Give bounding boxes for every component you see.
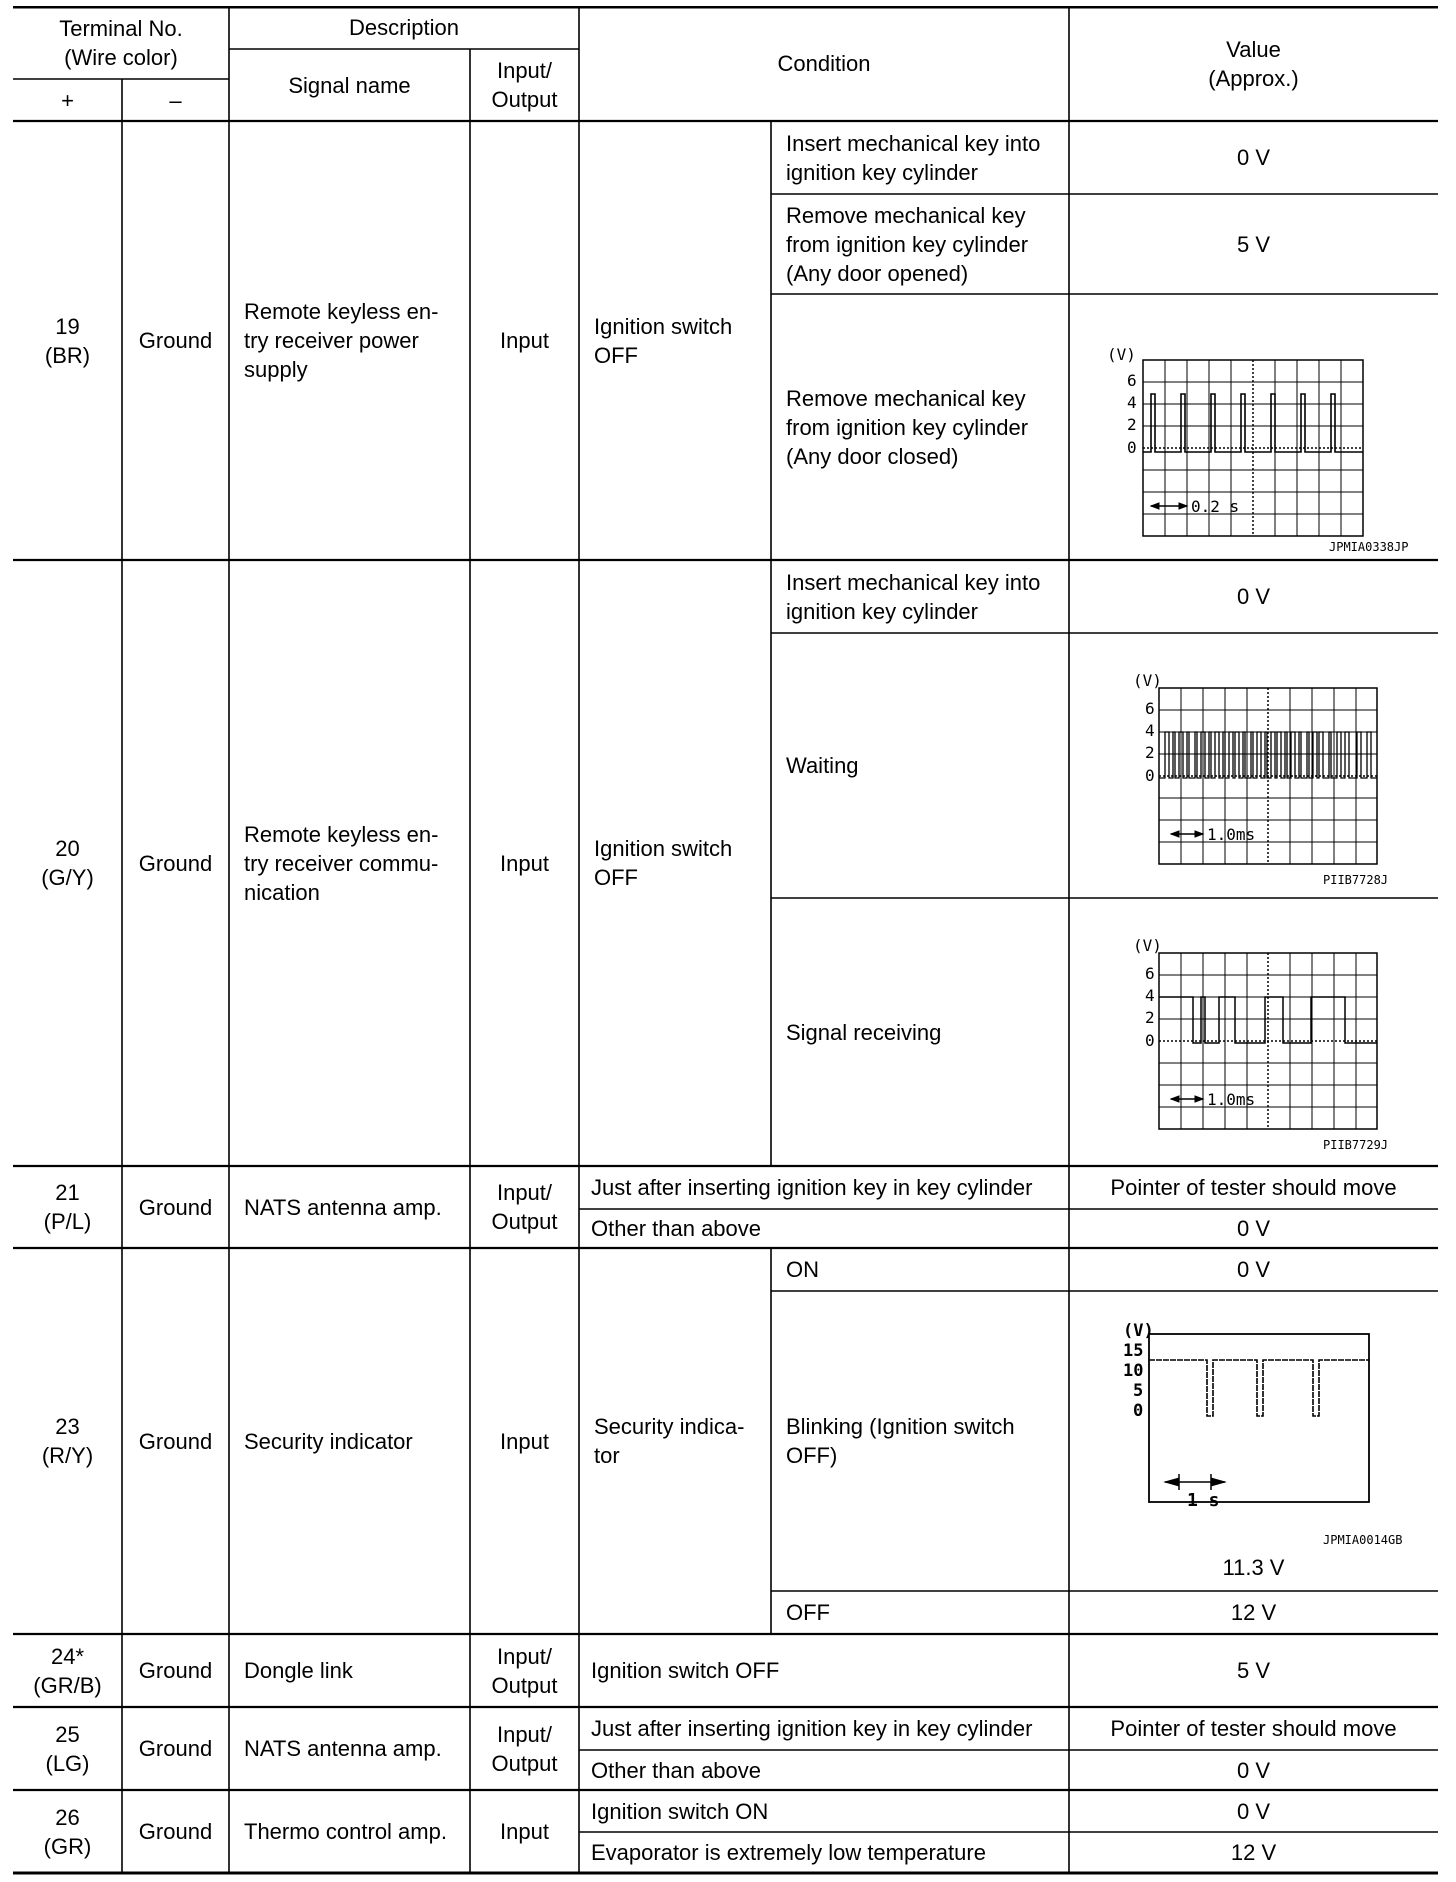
waveform-19-ytick-6: 6 (1127, 371, 1137, 390)
waveform-20b-code: PIIB7729J (1323, 1138, 1389, 1152)
cond-25-2: Other than above (591, 1757, 762, 1783)
terminal-26: 26 (GR) (43, 1804, 92, 1859)
waveform-20a-unit: (V) (1133, 671, 1162, 690)
io-20: Input (500, 850, 549, 876)
ground-19: Ground (138, 328, 213, 353)
waveform-20-waiting (1123, 666, 1413, 888)
subcond-19-3: Remove mechanical key from ignition key cylinder (Any door closed) (786, 385, 1029, 469)
waveform-23-ytick-0: 0 (1133, 1401, 1144, 1421)
value-21-1: Pointer of tester should move (1110, 1175, 1397, 1200)
waveform-20a-time: 1.0ms (1207, 825, 1256, 844)
terminal-24: 24* (GR/B) (33, 1643, 102, 1698)
terminal-25: 25 (LG) (45, 1721, 90, 1776)
waveform-19-ytick-4: 4 (1127, 393, 1137, 412)
waveform-23-ytick-5: 5 (1133, 1381, 1144, 1401)
subcond-23-3: OFF (786, 1600, 830, 1625)
cond-23: Security indica- tor (594, 1414, 745, 1468)
subcond-20-3: Signal receiving (786, 1019, 942, 1045)
waveform-20b-ytick-2: 2 (1145, 1008, 1155, 1027)
header-terminal-no: Terminal No. (Wire color) (59, 15, 183, 70)
signal-23: Security indicator (244, 1428, 413, 1454)
subcond-23-1: ON (786, 1257, 819, 1282)
waveform-20b-ytick-6: 6 (1145, 964, 1155, 983)
terminal-21: 21 (P/L) (43, 1180, 92, 1234)
ground-26: Ground (138, 1819, 213, 1844)
waveform-20a-ytick-0: 0 (1145, 766, 1155, 785)
cond-26-1: Ignition switch ON (591, 1798, 769, 1824)
io-19: Input (500, 328, 549, 353)
subcond-19-1: Insert mechanical key into ignition key cylinder (786, 130, 1041, 185)
waveform-19-time: 0.2 s (1191, 497, 1240, 516)
waveform-23-unit: (V) (1123, 1322, 1154, 1341)
value-26-2: 12 V (1230, 1840, 1277, 1865)
waveform-20a-code: PIIB7728J (1323, 873, 1389, 887)
waveform-19-ytick-0: 0 (1127, 438, 1137, 457)
signal-21: NATS antenna amp. (244, 1194, 442, 1220)
ground-23: Ground (138, 1428, 213, 1454)
io-23: Input (500, 1428, 549, 1454)
header-minus: – (169, 87, 182, 113)
value-24: 5 V (1236, 1658, 1271, 1683)
signal-24: Dongle link (244, 1658, 353, 1683)
value-25-2: 0 V (1236, 1757, 1271, 1783)
ground-24: Ground (138, 1658, 213, 1683)
waveform-19-ytick-2: 2 (1127, 415, 1137, 434)
waveform-20b-unit: (V) (1133, 936, 1162, 955)
cond-21-1: Just after inserting ignition key in key cylinder (591, 1175, 1033, 1200)
subcond-20-2: Waiting (786, 753, 859, 778)
value-23-3: 12 V (1230, 1600, 1277, 1625)
waveform-20b-ytick-4: 4 (1145, 986, 1155, 1005)
waveform-20b-time: 1.0ms (1207, 1090, 1256, 1109)
cond-26-2: Evaporator is extremely low temperature (591, 1840, 986, 1865)
header-description: Description (348, 15, 460, 40)
waveform-20a-ytick-2: 2 (1145, 743, 1155, 762)
ground-21: Ground (138, 1194, 213, 1220)
terminal-23: 23 (R/Y) (41, 1414, 94, 1468)
value-20-1: 0 V (1236, 584, 1271, 609)
signal-25: NATS antenna amp. (244, 1736, 442, 1761)
value-19-2: 5 V (1236, 231, 1271, 257)
signal-20: Remote keyless en- try receiver commu- nication (244, 821, 439, 905)
header-condition: Condition (777, 51, 871, 76)
waveform-20b-ytick-0: 0 (1145, 1031, 1155, 1050)
waveform-23-code: JPMIA0014GB (1323, 1533, 1403, 1546)
subcond-23-2: Blinking (Ignition switch OFF) (786, 1414, 1015, 1468)
waveform-23-time: 1 s (1187, 1490, 1220, 1511)
ground-25: Ground (138, 1736, 213, 1761)
signal-26: Thermo control amp. (244, 1819, 447, 1844)
value-23-2: 11.3 V (1222, 1554, 1285, 1580)
value-26-1: 0 V (1236, 1798, 1271, 1824)
cond-20: Ignition switch OFF (594, 836, 733, 890)
terminal-table (13, 6, 1438, 1876)
subcond-19-2: Remove mechanical key from ignition key cylinder (Any door opened) (786, 202, 1029, 286)
terminal-19: 19 (BR) (44, 313, 91, 368)
header-input-output: Input/ Output (491, 58, 558, 112)
value-21-2: 0 V (1236, 1216, 1271, 1241)
value-23-1: 0 V (1236, 1257, 1271, 1282)
waveform-19-code: JPMIA0338JP (1329, 540, 1409, 552)
io-24: Input/ Output (491, 1643, 558, 1698)
waveform-19-unit: (V) (1107, 345, 1136, 364)
value-19-1: 0 V (1236, 145, 1271, 170)
value-25-1: Pointer of tester should move (1110, 1716, 1397, 1741)
header-value: Value (Approx.) (1208, 36, 1299, 91)
signal-19: Remote keyless en- try receiver power supply (244, 299, 439, 382)
header-plus: + (61, 87, 74, 113)
header-signal-name: Signal name (288, 72, 411, 98)
waveform-19 (1103, 342, 1423, 552)
waveform-23-ytick-15: 15 (1123, 1341, 1144, 1361)
waveform-20a-ytick-6: 6 (1145, 699, 1155, 718)
terminal-20: 20 (G/Y) (41, 836, 94, 890)
cond-19: Ignition switch OFF (594, 313, 733, 368)
cond-24: Ignition switch OFF (591, 1658, 780, 1683)
io-21: Input/ Output (491, 1180, 558, 1234)
waveform-23-ytick-10: 10 (1123, 1361, 1144, 1381)
cond-25-1: Just after inserting ignition key in key cylinder (591, 1716, 1033, 1741)
waveform-20-receiving (1123, 931, 1413, 1153)
io-26: Input (500, 1819, 549, 1844)
ground-20: Ground (138, 850, 213, 876)
waveform-20a-ytick-4: 4 (1145, 721, 1155, 740)
waveform-23 (1109, 1322, 1419, 1546)
io-25: Input/ Output (491, 1721, 558, 1776)
subcond-20-1: Insert mechanical key into ignition key cylinder (786, 569, 1041, 624)
cond-21-2: Other than above (591, 1216, 762, 1241)
